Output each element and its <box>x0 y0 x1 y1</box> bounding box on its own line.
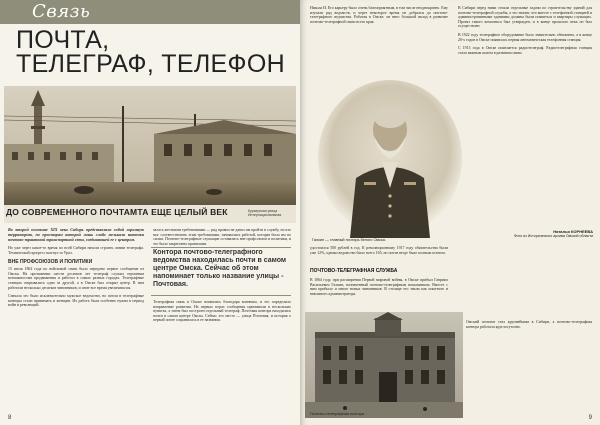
left-column-1 <box>8 228 144 308</box>
lead-paragraph: Во второй половине XIX века Сибирь представляла собой огромную территорию, по просторам которой лишь слабо мелькали ниточки почтово-трактовой транспортной сети, соединявшей ее с центром. <box>8 227 144 242</box>
author-note: Фото из Исторического архива Омской области <box>513 234 593 239</box>
paragraph: залась жесткими требованиями — ряд правил не давал им пройти в службу, но кто мог соответствовать этим требованиям, занимались работой, которая была им по силам. Почтово-телеграфные служащие оставались вне профсоюзов и политики, и это было закреплено правилами. <box>153 228 291 246</box>
pullquote: Контора почтово-телеграфного ведомства находилась почти в самом центре Омска. Сейчас об этом напоминает только название улицы - Почтовая. <box>153 249 287 288</box>
paragraph: Но уже через какое-то время по всей Сибири начали строить линии телеграфа. Технический прогресс шагнул за Урал. <box>8 246 144 255</box>
subhead-profsoyuz: ВНЕ ПРОФСОЮЗОВ И ПОЛИТИКИ <box>8 258 93 265</box>
paragraph: Омский почтамт стал крупнейшим в Сибири, а почтово-телеграфная контора работала круглосуточно. <box>466 320 592 329</box>
page-number-left: 8 <box>8 415 12 421</box>
right-column-1-mid <box>310 246 448 255</box>
paragraph: удостоился 500 рублей в год. К революционному 1917 году обязательства были уже 12%, однако ведомство было всего 165, но почти везде было полным штатом. <box>310 246 448 255</box>
paragraph: Сначала это было исключительно мужское ведомство, но потом в телеграфные конторы стали принимать и женщин. Их работа была особенно нужна в период войн и революций. <box>8 294 144 308</box>
photo-credit: Курьерская улица Интернациональная <box>248 209 282 217</box>
paragraph: Никола И. Его карьеру было очень благоприятным, в том числе неоднократно. Ему изучали ряд ведомств, и через некоторое время он добрался до почтово-телеграфного ведомства. Работая в Омске, он внес большой вклад в развитие почтово-телеграфной связи всего края. <box>310 6 448 24</box>
portrait-caption: Галкин — главный почтарь белого Омска. <box>312 238 386 242</box>
paragraph: В 1864 году, при расширении Первой мировой войны, в Омске прибыл Гавриил Васильевич Галкин, назначенный почтово-телеграфным начальником. Вместе с ним прибыло и много новых чиновников. В столице его знали как опытного и вежливого администратора. <box>310 278 448 296</box>
photo-caption: ДО СОВРЕМЕННОГО ПОЧТАМТА ЕЩЕ ЦЕЛЫЙ ВЕК <box>6 207 228 217</box>
page-number-right: 9 <box>588 415 592 421</box>
left-column-2b <box>153 300 291 323</box>
portrait-photo <box>310 78 470 238</box>
paragraph: 15 июля 1862 года по войсковой связи было передано первое сообщение из Омска. На протяжении шести десятков лет телеграф служил огромным возможностям продвижения и работал в самых разных городах. Телеграфные станции открывались одна за другой, а в Омске был открыт центр. В нем работали несколько десятков чиновников, и штат все время увеличивался. <box>8 267 144 290</box>
right-column-2-bottom <box>466 320 592 329</box>
article-title <box>16 28 285 76</box>
subhead-service: ПОЧТОВО-ТЕЛЕГРАФНАЯ СЛУЖБА <box>310 268 398 274</box>
right-column-2 <box>458 6 592 55</box>
post-office-caption: Почтово-телеграфная контора. <box>310 412 365 416</box>
author-block <box>465 230 593 239</box>
right-column-1-bottom <box>310 278 448 296</box>
right-column-1-top <box>310 6 448 24</box>
article-title-line1: ПОЧТА, <box>16 26 110 54</box>
pullquote-rule-bottom <box>151 295 291 296</box>
paragraph: В 1922 году телеграфное оборудование было значительно обновлено, а в конце 20-х годов в Омске появилась первая автоматическая телефонная станция. <box>458 32 592 42</box>
author-name: Наталья КОРНЕЕВА <box>553 229 593 234</box>
left-column-2 <box>153 228 291 246</box>
article-title-line2: ТЕЛЕГРАФ, ТЕЛЕФОН <box>16 50 285 78</box>
historic-street-photo <box>4 86 296 206</box>
pullquote-rule-top <box>151 247 291 248</box>
section-title: Связь <box>32 1 91 22</box>
post-office-photo <box>305 312 463 418</box>
paragraph: Телеграфная связь в Омске появилась благодаря военным, и это определило направление развития. На первых порах сообщения принимали в нескольких пунктах, а затем был построен отдельный телеграф. Почтовая контора находилась почти в самом центре Омска. Сейчас это место — улица Почтовая, и история о первой почте сохранилась в ее названии. <box>153 300 291 323</box>
paragraph: С 1913 года в Омске появляется радиотелеграф. Радиотелеграфная станция стала важным шагом в развитии связи. <box>458 46 592 55</box>
paragraph: В Сибири перед ними стояли отдельные задачи по строительству зданий для почтово-телеграфной службы, а это значит, что вместе с телефонной станцией и административными зданиями должны были появиться и квартиры служащих. Проект такого комплекса был утвержден, и в конце прошлого века он был осуществлен. <box>458 6 592 29</box>
